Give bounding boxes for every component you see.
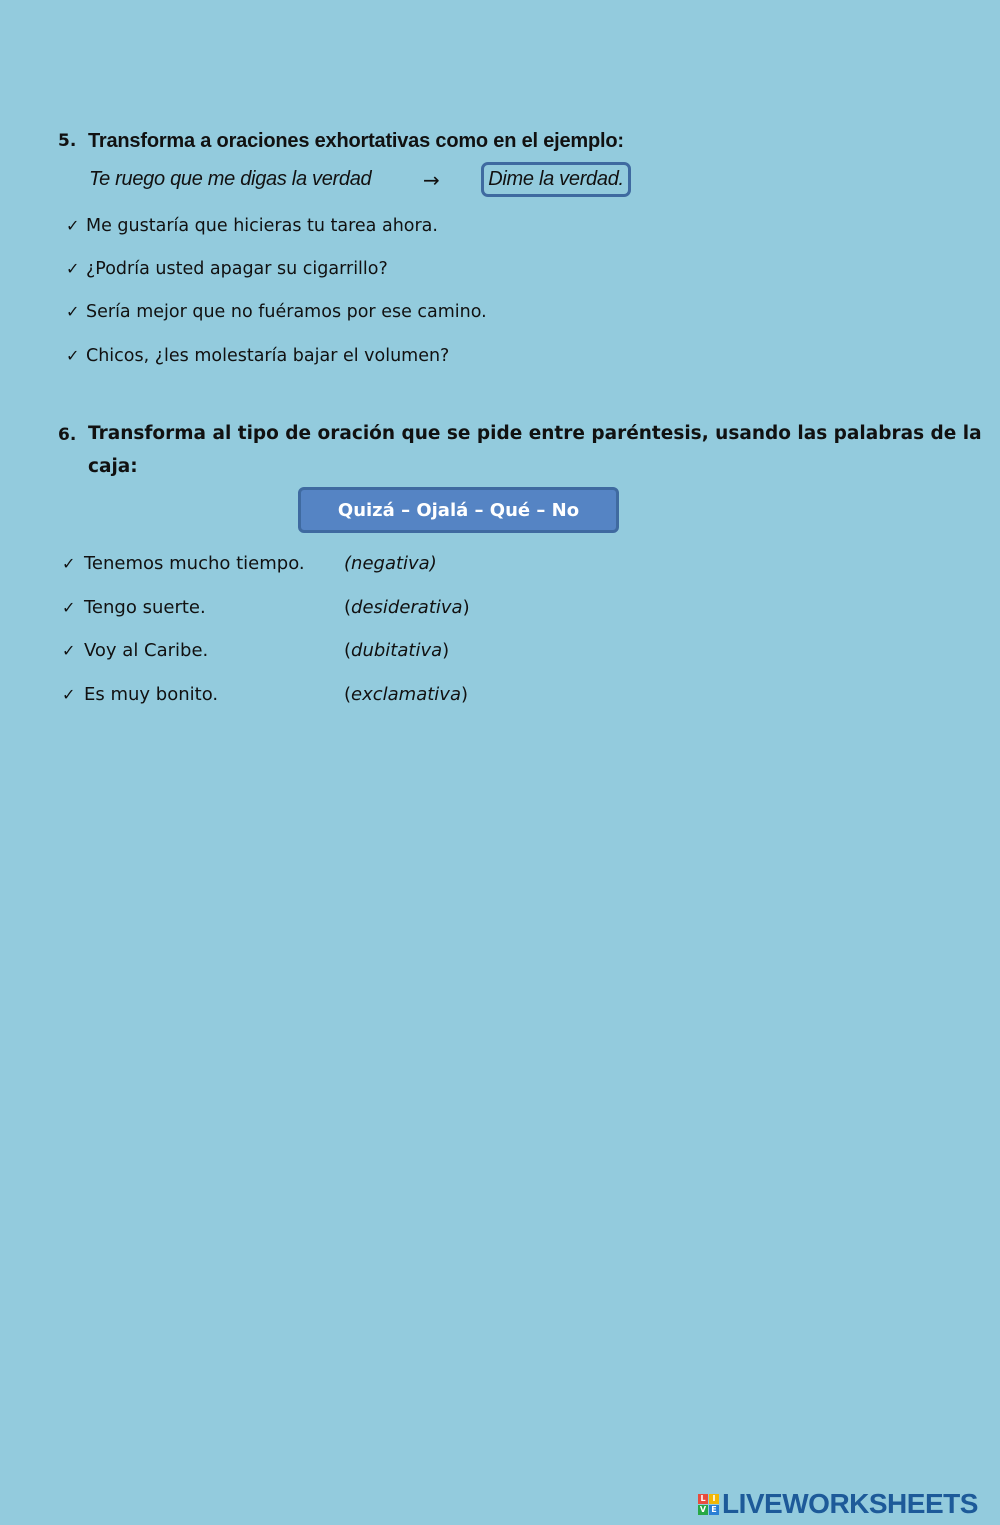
logo-letter-v: V <box>699 1504 707 1514</box>
q5-title: Transforma a oraciones exhortativas como en el ejemplo: <box>88 130 624 152</box>
q6-title-line1: Transforma al tipo de oración que se pide entre paréntesis, usando las palabras de la <box>88 423 982 444</box>
q6-item-type: exclamativa <box>351 684 461 705</box>
q6-item-2 <box>62 597 206 618</box>
q5-item-4 <box>66 346 449 366</box>
q6-item-sentence: Tengo suerte. <box>84 597 206 618</box>
q5-item-text: Sería mejor que no fuéramos por ese camino. <box>86 302 487 322</box>
q6-item-4 <box>62 684 218 705</box>
check-icon: ✓ <box>62 554 76 573</box>
q6-item-4-type: (exclamativa) <box>344 684 469 705</box>
logo-icon <box>698 1494 719 1515</box>
q5-example-answer: Dime la verdad. <box>488 168 624 190</box>
q5-item-1 <box>66 216 438 236</box>
q6-item-1-type: (negativa) <box>344 553 437 574</box>
q5-example-sentence: Te ruego que me digas la verdad <box>89 168 372 190</box>
word-box <box>298 487 619 533</box>
q6-number: 6. <box>58 425 77 445</box>
q5-item-3 <box>66 302 487 322</box>
q6-item-type: dubitativa <box>351 640 443 661</box>
q5-number: 5. <box>58 131 77 151</box>
q5-example-arrow: → <box>423 168 440 192</box>
q5-item-text: ¿Podría usted apagar su cigarrillo? <box>86 259 388 279</box>
q5-item-text: Me gustaría que hicieras tu tarea ahora. <box>86 216 438 236</box>
liveworksheets-logo[interactable] <box>698 1488 978 1520</box>
q5-item-text: Chicos, ¿les molestaría bajar el volumen? <box>86 346 450 366</box>
q6-item-type: desiderativa <box>351 597 463 618</box>
logo-letter-i: I <box>709 1494 719 1504</box>
logo-text: LIVEWORKSHEETS <box>722 1488 978 1519</box>
q6-item-2-type: (desiderativa) <box>344 597 470 618</box>
logo-letter-l: L <box>698 1494 708 1504</box>
q6-item-1 <box>62 553 305 574</box>
check-icon: ✓ <box>66 216 80 235</box>
check-icon: ✓ <box>62 641 76 660</box>
q6-title-line2: caja: <box>88 456 138 477</box>
word-box-text: Quizá – Ojalá – Qué – No <box>337 499 580 521</box>
check-icon: ✓ <box>66 346 80 365</box>
q6-item-3-type: (dubitativa) <box>344 640 450 661</box>
check-icon: ✓ <box>66 259 80 278</box>
check-icon: ✓ <box>66 302 80 321</box>
q6-item-type: negativa <box>351 553 430 574</box>
logo-letter-e: E <box>709 1505 719 1515</box>
q6-item-sentence: Voy al Caribe. <box>84 640 209 661</box>
q6-item-sentence: Tenemos mucho tiempo. <box>84 553 305 574</box>
check-icon: ✓ <box>62 685 76 704</box>
q6-item-3 <box>62 640 208 661</box>
check-icon: ✓ <box>62 598 76 617</box>
q6-item-sentence: Es muy bonito. <box>84 684 219 705</box>
q5-item-2 <box>66 259 388 279</box>
q5-example-answer-box <box>481 162 631 197</box>
